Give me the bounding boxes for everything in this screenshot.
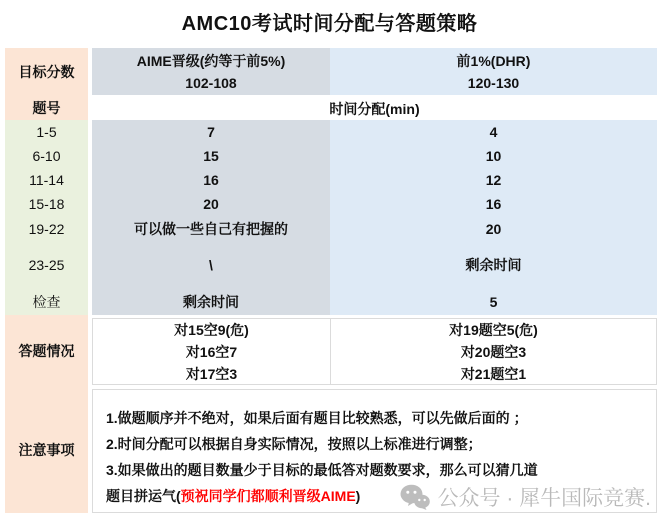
answer-status-dhr-cell bbox=[330, 318, 657, 385]
time-cell-aime: 7 bbox=[207, 124, 215, 140]
answer-status-line: 对16空7 bbox=[185, 343, 238, 360]
header-cell-dhr bbox=[330, 48, 657, 95]
watermark-text: 公众号 · 犀牛国际竞赛. bbox=[437, 487, 651, 510]
question-range: 11-14 bbox=[29, 172, 64, 188]
time-allocation-header: 时间分配(min) bbox=[92, 98, 657, 120]
time-cell-aime: 20 bbox=[203, 196, 219, 212]
aime-goal-label: AIME晋级(约等于前5%) bbox=[136, 52, 286, 69]
time-cell-dhr: 10 bbox=[485, 148, 502, 164]
time-cell-aime: 15 bbox=[203, 148, 219, 164]
row-label-answer-status: 答题情况 bbox=[18, 343, 75, 359]
note-line-4-suffix: ) bbox=[355, 488, 361, 504]
time-cell-dhr: 4 bbox=[489, 124, 498, 140]
question-range-check: 检查 bbox=[32, 293, 61, 310]
question-range: 15-18 bbox=[28, 196, 65, 212]
question-range: 19-22 bbox=[28, 221, 65, 237]
time-cell-dhr: 20 bbox=[485, 221, 502, 237]
answer-status-line: 对15空9(危) bbox=[174, 321, 249, 338]
answer-status-line: 对17空3 bbox=[185, 365, 238, 382]
aime-time-column bbox=[92, 120, 330, 315]
note-line-1: 1.做题顺序并不绝对，如果后面有题目比较熟悉，可以先做后面的 ； bbox=[106, 410, 528, 426]
dhr-goal-score: 120-130 bbox=[467, 74, 520, 91]
header-cell-aime bbox=[92, 48, 330, 95]
aime-goal-score: 102-108 bbox=[185, 74, 237, 91]
note-line-4-highlight: 预祝同学们都顺利晋级AIME bbox=[180, 488, 356, 504]
note-line-2: 2.时间分配可以根据自身实际情况，按照以上标准进行调整； bbox=[106, 436, 482, 452]
watermark bbox=[400, 482, 652, 512]
wechat-icon bbox=[400, 484, 430, 510]
answer-status-aime-cell bbox=[92, 318, 331, 385]
dhr-time-column bbox=[330, 120, 657, 315]
dhr-goal-label: 前1%(DHR) bbox=[456, 52, 531, 69]
answer-status-line: 对21题空1 bbox=[460, 365, 527, 382]
time-cell-aime: 剩余时间 bbox=[183, 293, 239, 310]
time-cell-dhr: 剩余时间 bbox=[465, 257, 522, 273]
page-title: AMC10考试时间分配与答题策略 bbox=[181, 12, 478, 35]
time-cell-aime: 16 bbox=[203, 172, 219, 188]
answer-status-line: 对20题空3 bbox=[460, 343, 527, 360]
note-line-3: 3.如果做出的题目数量少于目标的最低答对题数要求，那么可以猜几道 bbox=[106, 462, 538, 478]
question-range: 1-5 bbox=[36, 124, 57, 140]
time-cell-aime: \ bbox=[209, 257, 213, 273]
time-cell-dhr: 12 bbox=[485, 172, 502, 188]
question-range-column bbox=[5, 120, 88, 315]
question-range: 23-25 bbox=[28, 257, 65, 273]
time-cell-dhr: 5 bbox=[489, 293, 498, 310]
time-cell-aime: 可以做一些自己有把握的 bbox=[134, 221, 288, 237]
row-label-block-top bbox=[5, 48, 88, 120]
answer-status-line: 对19题空5(危) bbox=[449, 321, 538, 338]
note-line-4-prefix: 题目拼运气( bbox=[106, 488, 181, 504]
row-label-question-number: 题号 bbox=[32, 99, 61, 116]
row-label-notes: 注意事项 bbox=[18, 442, 75, 458]
row-label-block-bottom bbox=[5, 315, 88, 513]
row-label-target-score: 目标分数 bbox=[18, 63, 75, 80]
question-range: 6-10 bbox=[32, 148, 61, 164]
time-cell-dhr: 16 bbox=[485, 196, 502, 212]
